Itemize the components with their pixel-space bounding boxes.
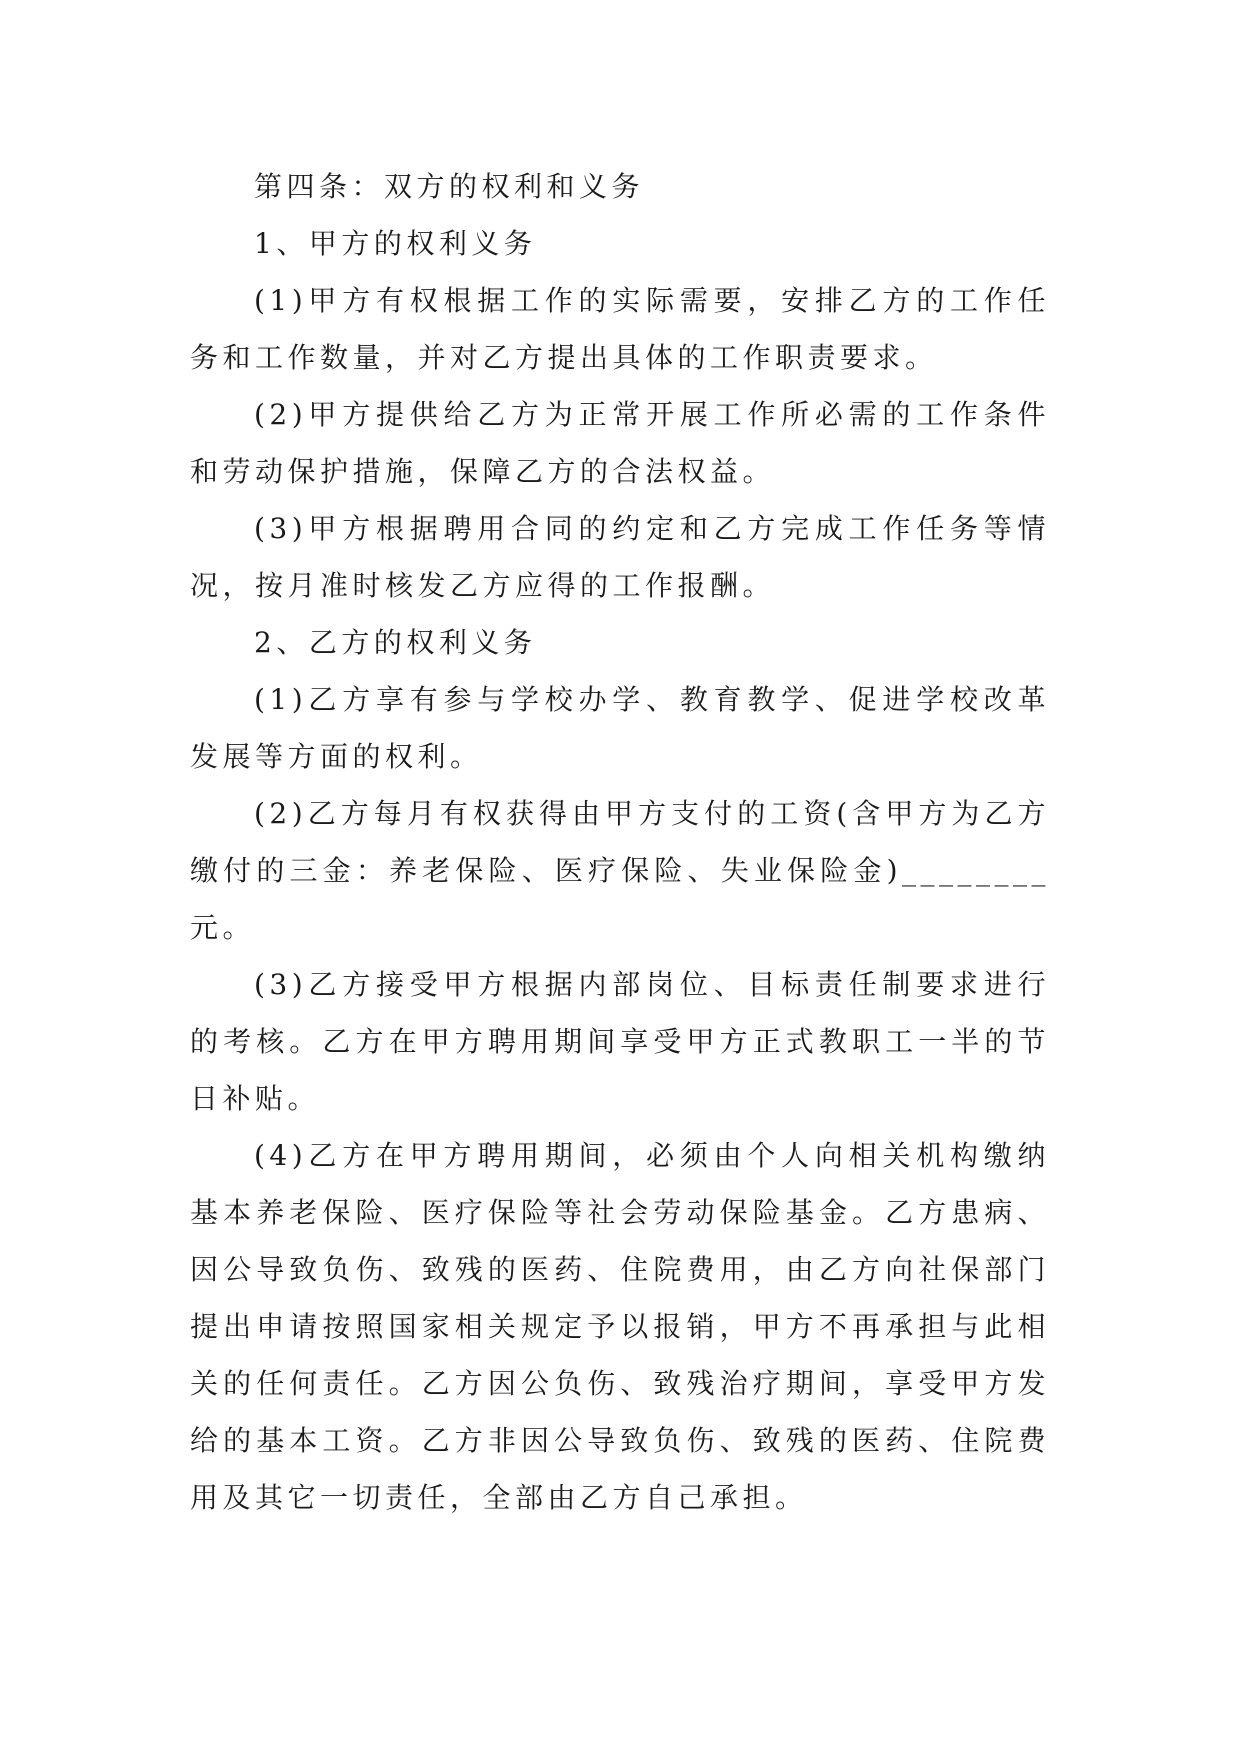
section-heading-article-4: 第四条：双方的权利和义务 (254, 170, 645, 203)
clause-party-a-1: (1)甲方有权根据工作的实际需要，安排乙方的工作任务和工作数量，并对乙方提出具体的工作职责要求。 (190, 284, 1050, 374)
document-body (190, 158, 1050, 1526)
subsection-heading-party-b: 2、乙方的权利义务 (254, 626, 537, 659)
clause-party-b-1: (1)乙方享有参与学校办学、教育教学、促进学校改革发展等方面的权利。 (190, 683, 1050, 773)
clause-party-b-3: (3)乙方接受甲方根据内部岗位、目标责任制要求进行的考核。乙方在甲方聘用期间享受甲方正式教职工一半的节日补贴。 (190, 968, 1050, 1115)
clause-party-a-2: (2)甲方提供给乙方为正常开展工作所必需的工作条件和劳动保护措施，保障乙方的合法权益。 (190, 398, 1050, 488)
clause-party-a-3: (3)甲方根据聘用合同的约定和乙方完成工作任务等情况，按月准时核发乙方应得的工作报酬。 (190, 512, 1050, 602)
clause-party-b-4: (4)乙方在甲方聘用期间，必须由个人向相关机构缴纳基本养老保险、医疗保险等社会劳动保险基金。乙方患病、因公导致负伤、致残的医药、住院费用，由乙方向社保部门提出申请按照国家相关规定予以报销，甲方不再承担与此相关的任何责任。乙方因公负伤、致残治疗期间，享受甲方发给的基本工资。乙方非因公导致负伤、致残的医药、住院费用及其它一切责任，全部由乙方自己承担。 (190, 1139, 1050, 1514)
subsection-heading-party-a: 1、甲方的权利义务 (254, 227, 537, 260)
clause-party-b-2: (2)乙方每月有权获得由甲方支付的工资(含甲方为乙方缴付的三金：养老保险、医疗保险、失业保险金)________元。 (190, 797, 1050, 944)
